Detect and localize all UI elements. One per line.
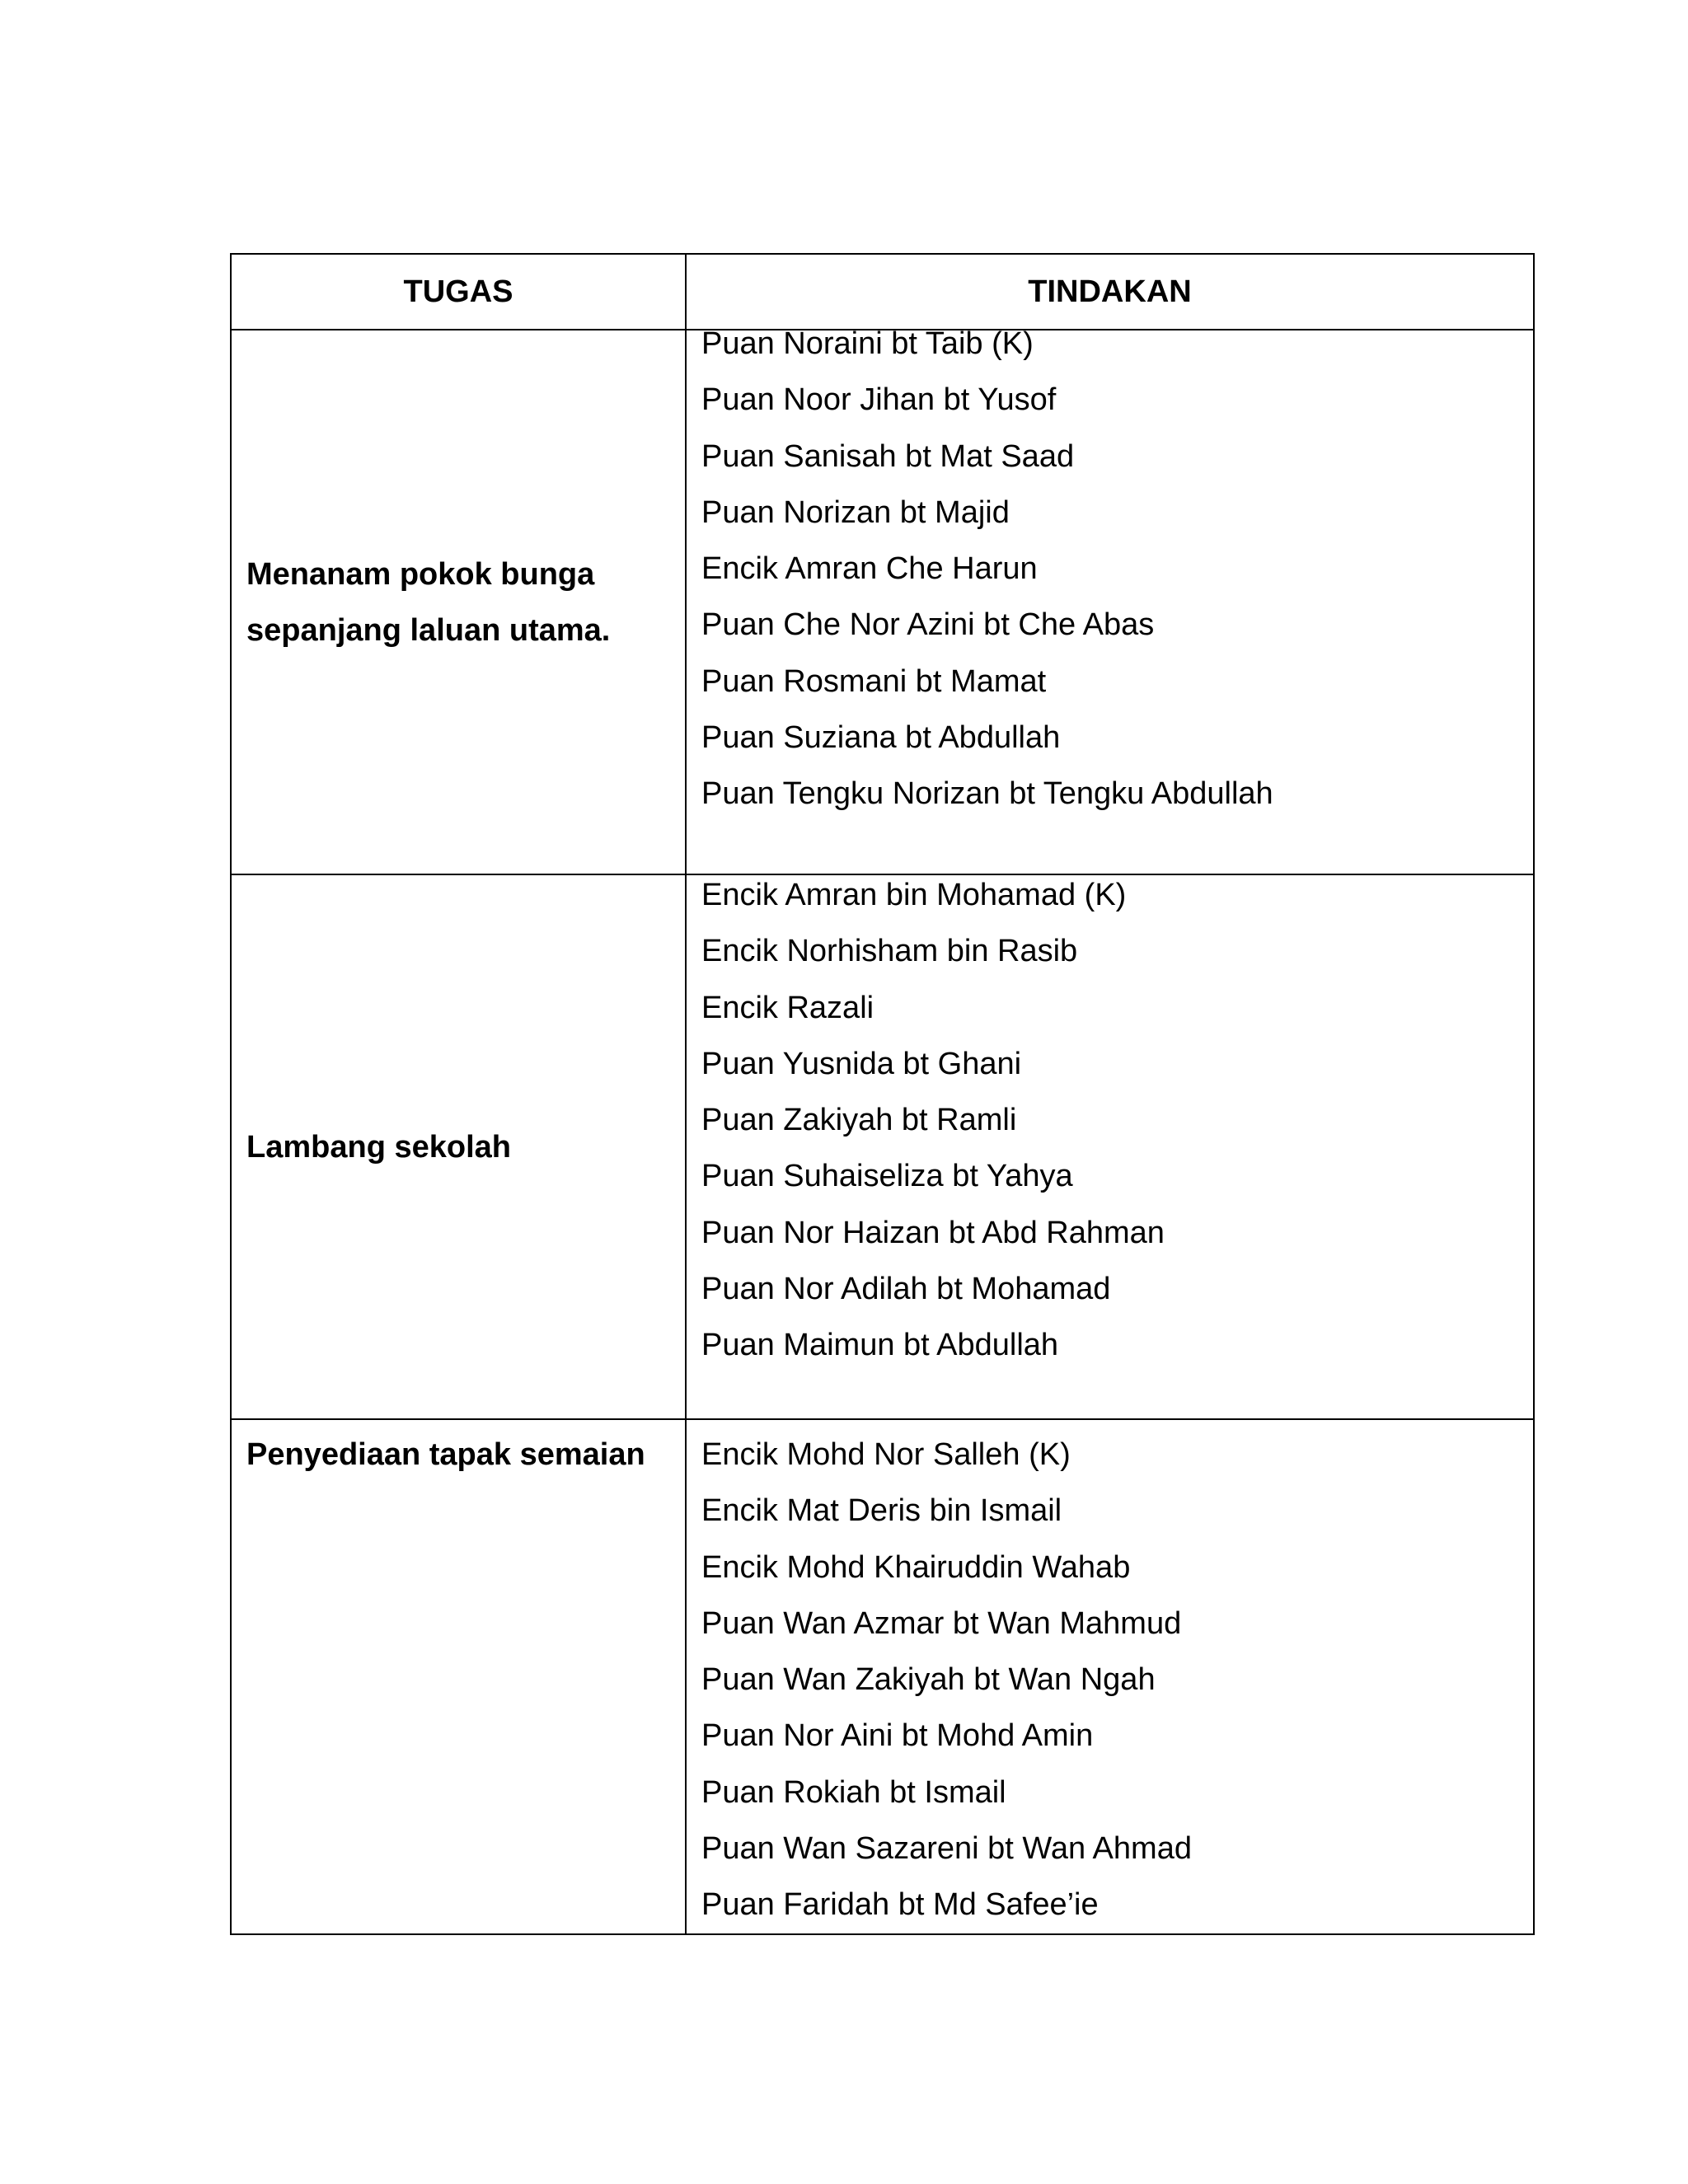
list-item: Puan Yusnida bt Ghani <box>701 1046 1022 1081</box>
list-item: Puan Sanisah bt Mat Saad <box>701 438 1075 474</box>
task-label-line: sepanjang laluan utama. <box>246 612 611 648</box>
list-item: Puan Maimun bt Abdullah <box>701 1328 1059 1363</box>
list-item: Encik Mat Deris bin Ismail <box>701 1493 1062 1529</box>
list-item: Encik Razali <box>701 990 874 1025</box>
list-item: Encik Norhisham bin Rasib <box>701 934 1078 969</box>
list-item: Puan Noraini bt Taib (K) <box>701 326 1034 361</box>
name-list <box>701 316 1518 823</box>
list-item: Encik Mohd Nor Salleh (K) <box>701 1437 1071 1472</box>
table-row <box>231 1419 1534 1934</box>
list-item: Encik Amran Che Harun <box>701 551 1038 587</box>
name-list <box>701 867 1518 1374</box>
header-tindakan: TINDAKAN <box>686 254 1534 330</box>
list-item: Encik Amran bin Mohamad (K) <box>701 878 1127 912</box>
list-item: Puan Suhaiseliza bt Yahya <box>701 1159 1073 1194</box>
task-cell <box>231 330 686 874</box>
list-item: Puan Faridah bt Md Safee’ie <box>701 1887 1099 1923</box>
list-item: Puan Noor Jihan bt Yusof <box>701 382 1057 418</box>
action-cell <box>686 326 1534 874</box>
table-row <box>231 874 1534 1419</box>
header-tugas: TUGAS <box>231 254 686 330</box>
list-item: Puan Rosmani bt Mamat <box>701 663 1047 699</box>
list-item: Puan Norizan bt Majid <box>701 494 1010 530</box>
list-item: Encik Mohd Khairuddin Wahab <box>701 1549 1131 1585</box>
table-row <box>231 330 1534 874</box>
list-item: Puan Nor Haizan bt Abd Rahman <box>701 1215 1165 1250</box>
task-label-line: Penyediaan tapak semaian <box>246 1437 645 1472</box>
list-item: Puan Che Nor Azini bt Che Abas <box>701 607 1155 643</box>
task-label-line: Lambang sekolah <box>246 1129 511 1165</box>
list-item: Puan Wan Azmar bt Wan Mahmud <box>701 1605 1182 1641</box>
action-cell <box>686 874 1534 1419</box>
task-label-line: Menanam pokok bunga <box>246 556 595 592</box>
list-item: Puan Tengku Norizan bt Tengku Abdullah <box>701 776 1273 812</box>
action-cell <box>686 1419 1534 1934</box>
list-item: Puan Nor Aini bt Mohd Amin <box>701 1718 1094 1754</box>
duty-table <box>230 253 1535 1935</box>
task-cell <box>231 1419 686 1934</box>
list-item: Puan Wan Sazareni bt Wan Ahmad <box>701 1831 1192 1867</box>
task-cell <box>231 874 686 1419</box>
list-item: Puan Suziana bt Abdullah <box>701 720 1061 756</box>
list-item: Puan Rokiah bt Ismail <box>701 1774 1006 1810</box>
list-item: Puan Zakiyah bt Ramli <box>701 1103 1017 1138</box>
list-item: Puan Nor Adilah bt Mohamad <box>701 1272 1111 1307</box>
name-list <box>701 1427 1518 1933</box>
list-item: Puan Wan Zakiyah bt Wan Ngah <box>701 1662 1156 1698</box>
